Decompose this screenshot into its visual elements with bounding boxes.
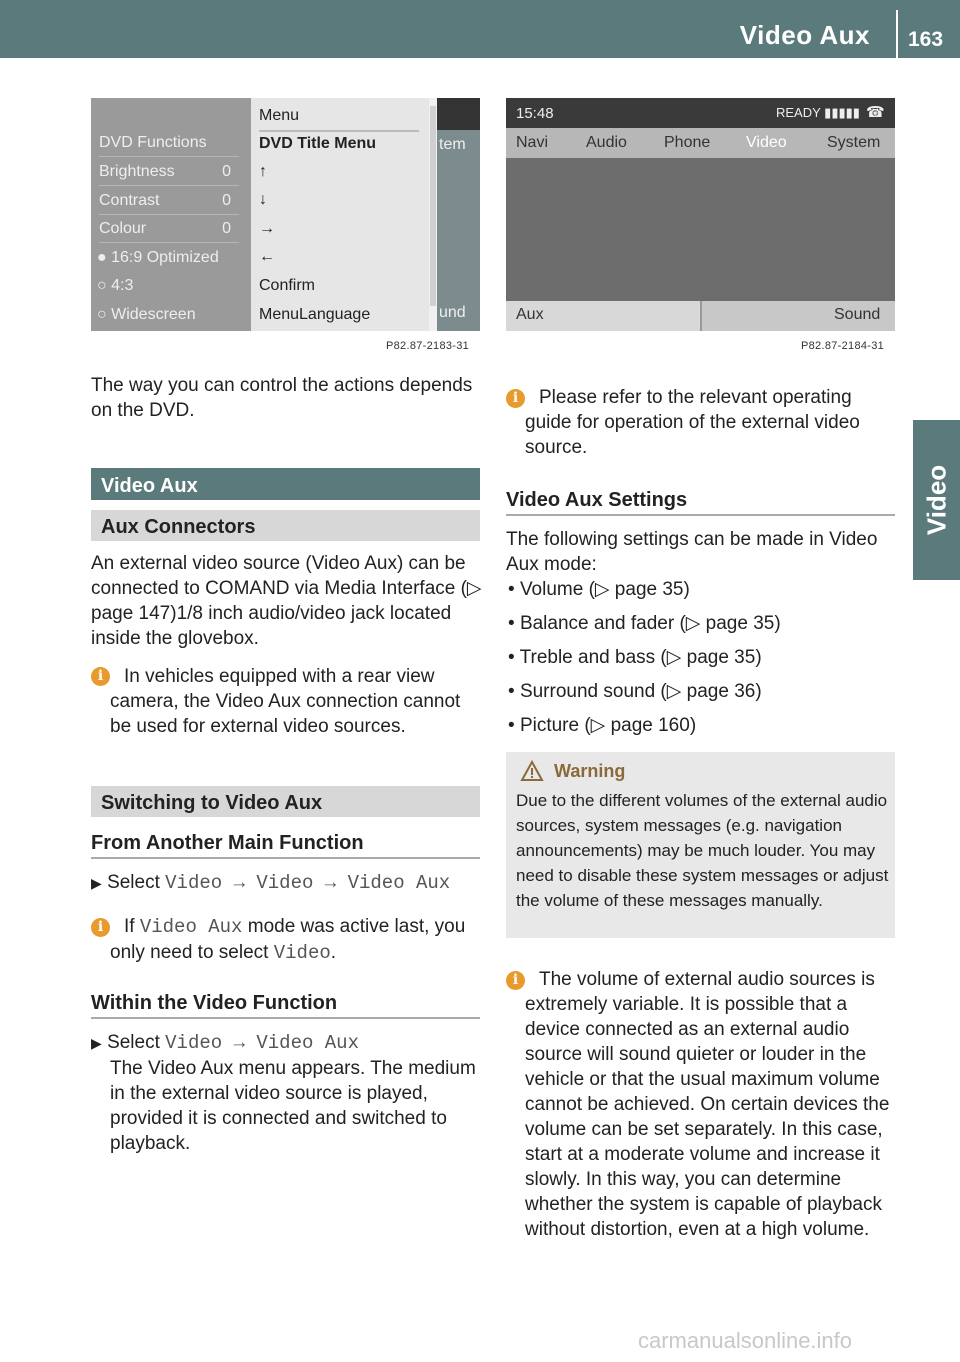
intro-text: The way you can control the actions depends on the DVD.	[91, 375, 473, 421]
setting-contrast	[99, 188, 239, 215]
header-section-title: Video Aux	[739, 20, 870, 50]
warning-box	[506, 752, 895, 938]
list-item-text: Volume (▷ page 35)	[519, 579, 690, 600]
setting-brightness	[99, 159, 239, 186]
list-item: • Picture (▷ page 160)	[508, 715, 697, 736]
radio-4-3	[97, 273, 247, 299]
list-item: • Surround sound (▷ page 36)	[508, 681, 762, 702]
radio-widescreen	[97, 302, 247, 328]
refer-guide-text: Please refer to the relevant operating guide for operation of the external video source.	[525, 387, 860, 458]
section-header-video-aux	[91, 468, 480, 500]
dvd-functions-panel	[91, 98, 251, 331]
setting-colour	[99, 216, 239, 243]
info-icon: i	[506, 389, 525, 408]
tab-phone: Phone	[664, 134, 711, 151]
setting-value: 0	[222, 163, 231, 180]
bottom-bar	[506, 301, 895, 331]
info-icon: i	[91, 667, 110, 686]
background-top-bar	[437, 98, 480, 130]
setting-label: Contrast	[99, 192, 160, 209]
section-header-label: Video Aux	[101, 475, 198, 497]
step-arrow-icon: ▶	[91, 875, 102, 891]
menu-scrollbar	[429, 98, 437, 331]
side-tab-label: Video	[921, 464, 951, 536]
bottom-aux: Aux	[516, 306, 544, 323]
bottom-sound: Sound	[834, 306, 881, 323]
subsection-switching	[91, 786, 480, 817]
setting-label: Colour	[99, 220, 147, 237]
aux-info-text: In vehicles equipped with a rear view camera, the Video Aux connection cannot be used for external video sources.	[110, 666, 461, 737]
radio-empty-icon: ○	[97, 277, 112, 294]
menu-header: Menu	[259, 102, 419, 132]
step-path: Video → Video → Video Aux	[165, 872, 451, 894]
image-id-2: P82.87-2184-31	[801, 340, 885, 352]
setting-value: 0	[222, 220, 231, 237]
info-icon: i	[506, 971, 525, 990]
subsection-label: Aux Connectors	[101, 516, 256, 538]
heading-video-aux-settings: Video Aux Settings	[506, 489, 688, 511]
step-prefix: Select	[107, 872, 160, 893]
heading-from-another: From Another Main Function	[91, 832, 364, 854]
step-result-text: The Video Aux menu appears. The medium in the external video source is played, provided it is connected and switched to playback.	[110, 1058, 476, 1154]
radio-label: Widescreen	[111, 306, 196, 323]
step-select-video-aux	[91, 870, 483, 896]
warning-triangle-icon	[520, 760, 544, 782]
video-aux-screenshot	[506, 98, 895, 331]
step-path: Video → Video Aux	[165, 1032, 359, 1054]
info-text-part: .	[330, 942, 337, 963]
heading-rule	[91, 857, 480, 859]
page-number: 163	[908, 28, 944, 51]
phone-icon: ☎	[866, 104, 885, 121]
menu-item-dvd-title-menu: DVD Title Menu	[259, 135, 377, 152]
status-bar	[506, 98, 895, 128]
heading-within-video: Within the Video Function	[91, 992, 338, 1014]
warning-text: Due to the different volumes of the external audio sources, system messages (e.g. navigation announcements) may be much louder. You may need to disable these system messages or adjust the volume of these messages manually.	[516, 791, 889, 910]
scrollbar-thumb	[430, 106, 436, 306]
settings-list	[508, 577, 893, 747]
clock: 15:48	[516, 105, 554, 122]
heading-rule	[91, 1017, 480, 1019]
menu-item-confirm: Confirm	[259, 277, 316, 294]
radio-label: 4:3	[111, 277, 134, 294]
background-screen	[437, 98, 480, 331]
subsection-aux-connectors	[91, 510, 480, 541]
tab-navi: Navi	[516, 134, 549, 151]
setting-value: 0	[222, 192, 231, 209]
step-select-video	[91, 1030, 483, 1056]
volume-info-text: The volume of external audio sources is extremely variable. It is possible that a device connected as an external audio source will sound quieter or louder in the vehicle or that the usual maximum volume cannot be achieved. On certain devices the volume can be set separately. In this case, start at a moderate volume and increase it slowly. In this way, you can determine whether the system is capable of playback without distortion, even at a high volume.	[525, 969, 890, 1240]
setting-label: Brightness	[99, 163, 175, 180]
radio-16-9-optimized	[97, 245, 247, 271]
menu-item-menu-language: MenuLanguage	[259, 306, 371, 323]
step-arrow-icon: ▶	[91, 1035, 102, 1051]
info-code: Video	[273, 942, 331, 964]
list-item: • Treble and bass (▷ page 35)	[508, 647, 762, 668]
info-text-part: If	[124, 916, 135, 937]
dvd-menu-panel	[251, 98, 429, 331]
radio-selected-icon: ●	[97, 249, 112, 266]
header-divider	[896, 10, 898, 58]
subsection-label: Switching to Video Aux	[101, 792, 323, 814]
watermark: carmanualsonline.info	[638, 1328, 853, 1353]
info-code: Video Aux	[139, 916, 243, 938]
heading-rule	[506, 514, 895, 516]
settings-intro: The following settings can be made in Video Aux mode:	[506, 529, 878, 575]
list-item: • Balance and fader (▷ page 35)	[508, 613, 781, 634]
info-icon: i	[91, 918, 110, 937]
warning-title: Warning	[554, 761, 626, 781]
main-tabs	[506, 128, 895, 158]
tab-system: System	[827, 134, 881, 151]
info-text-part: mode was active last, you only need to select	[110, 916, 466, 963]
menu-item-left: ←	[259, 248, 275, 265]
background-bottom-text: und	[439, 304, 466, 321]
menu-item-down: ↓	[259, 191, 267, 208]
list-item: • Volume (▷ page 35)	[508, 579, 690, 600]
radio-empty-icon: ○	[97, 306, 112, 323]
dvd-functions-screenshot	[91, 98, 480, 331]
aux-connectors-text: An external video source (Video Aux) can be connected to COMAND via Media Interface (▷ page 147)1/8 inch audio/video jack located inside the glovebox.	[91, 553, 482, 649]
tab-video: Video	[746, 134, 787, 151]
list-item-text: Surround sound (▷ page 36)	[519, 681, 762, 702]
info-video-aux-last	[110, 914, 482, 966]
menu-item-up: ↑	[259, 163, 267, 180]
step-prefix: Select	[107, 1032, 160, 1053]
list-item-text: Balance and fader (▷ page 35)	[519, 613, 781, 634]
list-item-text: Treble and bass (▷ page 35)	[519, 647, 762, 668]
list-item-text: Picture (▷ page 160)	[519, 715, 697, 736]
image-id-1: P82.87-2183-31	[386, 340, 470, 352]
dvd-functions-label: DVD Functions	[99, 134, 207, 151]
menu-item-right: →	[259, 220, 275, 237]
menu-title-dvd-functions	[99, 130, 239, 157]
status-text: READY ▮▮▮▮▮	[776, 105, 860, 120]
radio-label: 16:9 Optimized	[111, 249, 219, 266]
background-tab-text: tem	[439, 136, 466, 153]
tab-audio: Audio	[586, 134, 627, 151]
